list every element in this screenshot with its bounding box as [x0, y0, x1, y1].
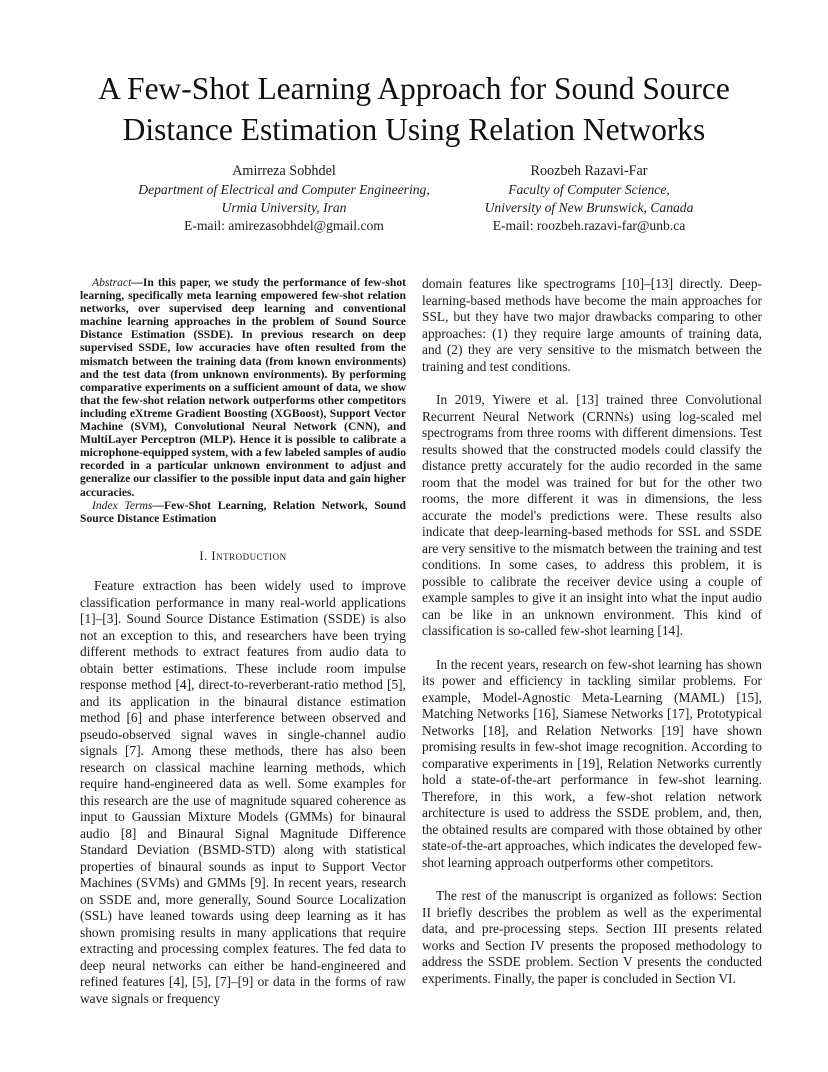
author-affiliation: Urmia University, Iran [221, 200, 347, 215]
body-paragraph: In 2019, Yiwere et al. [13] trained three Convolutional Recurrent Neural Network (CRNNs) using log-scaled mel spectrograms from three rooms with different dimensions. Test results showed that the constructed models could classify the distance pretty accurately for the audio recorded in the same room that the model was trained for but for the other two rooms, the more different it was in dimensions, the less accurate the model's predictions were. These results also indicate that deep-learning-based methods for SSL and SSDE are very sensitive to the mismatch between the training and test conditions. In some cases, to address this problem, it is possible to calibrate the receiver device using a couple of example samples to give it an insight into what the input audio can be like in an unknown environment. This kind of classification is so-called few-shot learning [14]. [422, 392, 762, 638]
index-terms-text: —Few-Shot Learning, Relation Network, Sound Source Distance Estimation [80, 498, 406, 525]
body-paragraph: Feature extraction has been widely used to improve classification performance in many real-world applications [1]–[3]. Sound Source Distance Estimation (SSDE) is also not an exception to this, and researchers have been trying different methods to extract features from audio data to obtain better estimations. These include room impulse response method [4], direct-to-reverberant-ratio method [5], and its application in the binaural distance estimation method [6] and phase interference between observed and pseudo-observed signal waves in single-channel audio signals [7]. Among these methods, there has also been research on classical machine learning methods, which require hand-engineered data as well. Some examples for this research are the use of magnitude squared coherence as input to Gaussian Mixture Models (GMMs) for binaural audio [8] and Binaural Signal Magnitude Difference Standard Deviation (BSMD-STD) along with statistical properties of binaural sounds as input to Support Vector Machines (SVMs) and GMMs [9]. In recent years, research on SSDE and, more generally, Sound Source Localization (SSL) have leaned towards using deep learning as it has shown promising results in many applications that require extracting and processing complex features. The fed data to deep neural networks can either be hand-engineered and refined features [4], [5], [7]–[9] or data in the forms of raw wave signals or frequency [80, 578, 406, 1006]
author-email: E-mail: amirezasobhdel@gmail.com [184, 218, 384, 233]
left-column [80, 276, 406, 1007]
author-name: Roozbeh Razavi-Far [530, 163, 648, 179]
index-terms [80, 499, 406, 525]
body-paragraph: The rest of the manuscript is organized as follows: Section II briefly describes the problem as well as the experimental data, and pre-processing steps. Section III presents related works and Section IV presents the proposed methodology to address the SSDE problem. Section V presents the conducted experiments. Finally, the paper is concluded in Section VI. [422, 888, 762, 986]
paper-title: A Few-Shot Learning Approach for Sound Source Distance Estimation Using Relation Networks [98, 71, 730, 147]
body-paragraph: In the recent years, research on few-shot learning has shown its power and efficiency in tackling similar problems. For example, Model-Agnostic Meta-Learning (MAML) [15], Matching Networks [16], Siamese Networks [17], Prototypical Networks [18], and Relation Networks [19] have shown promising results in few-shot image recognition. According to comparative experiments in [19], Relation Networks currently hold a state-of-the-art performance in few-shot learning. Therefore, in this work, a few-shot relation network architecture is used to address the SSDE problem, and, then, the obtained results are compared with those obtained by other state-of-the-art approaches, which indicates the developed few-shot learning approach outperforms other competitors. [422, 656, 762, 870]
right-column [422, 276, 762, 987]
body-paragraph: domain features like spectrograms [10]–[13] directly. Deep-learning-based methods have become the main approaches for SSL, but they have two major drawbacks comparing to other approaches: (1) they require large amounts of training data, and (2) they are very sensitive to the mismatch between the training and test conditions. [422, 276, 762, 374]
author-block-2 [468, 162, 710, 235]
abstract [80, 276, 406, 499]
author-email: E-mail: roozbeh.razavi-far@unb.ca [492, 218, 686, 233]
author-name: Amirreza Sobhdel [232, 163, 336, 179]
abstract-label: Abstract [92, 276, 132, 289]
author-block-1 [118, 162, 450, 235]
index-terms-label: Index Terms [92, 498, 153, 512]
section-heading-introduction: I. Introduction [199, 548, 287, 563]
author-affiliation: University of New Brunswick, Canada [484, 200, 694, 215]
abstract-text: —In this paper, we study the performance of few-shot learning, specifically meta learning empowered few-shot relation networks, over supervised deep learning and conventional machine learning approaches in the problem of Sound Source Distance Estimation (SSDE). In previous research on deep supervised SSDE, low accuracies have often resulted from the mismatch between the training data (from known environments) and the test data (from unknown environments). By performing comparative experiments on a sufficient amount of data, we show that the few-shot relation network outperforms other competitors including eXtreme Gradient Boosting (XGBoost), Support Vector Machine (SVM), Convolutional Neural Network (CNN), and MultiLayer Perceptron (MLP). Hence it is possible to calibrate a microphone-equipped system, with a few labeled samples of audio recorded in a particular unknown environment to adjust and generalize our classifier to the possible input data and gain higher accuracies. [80, 276, 406, 499]
author-affiliation: Faculty of Computer Science, [508, 182, 670, 197]
author-affiliation: Department of Electrical and Computer Engineering, [138, 182, 430, 197]
